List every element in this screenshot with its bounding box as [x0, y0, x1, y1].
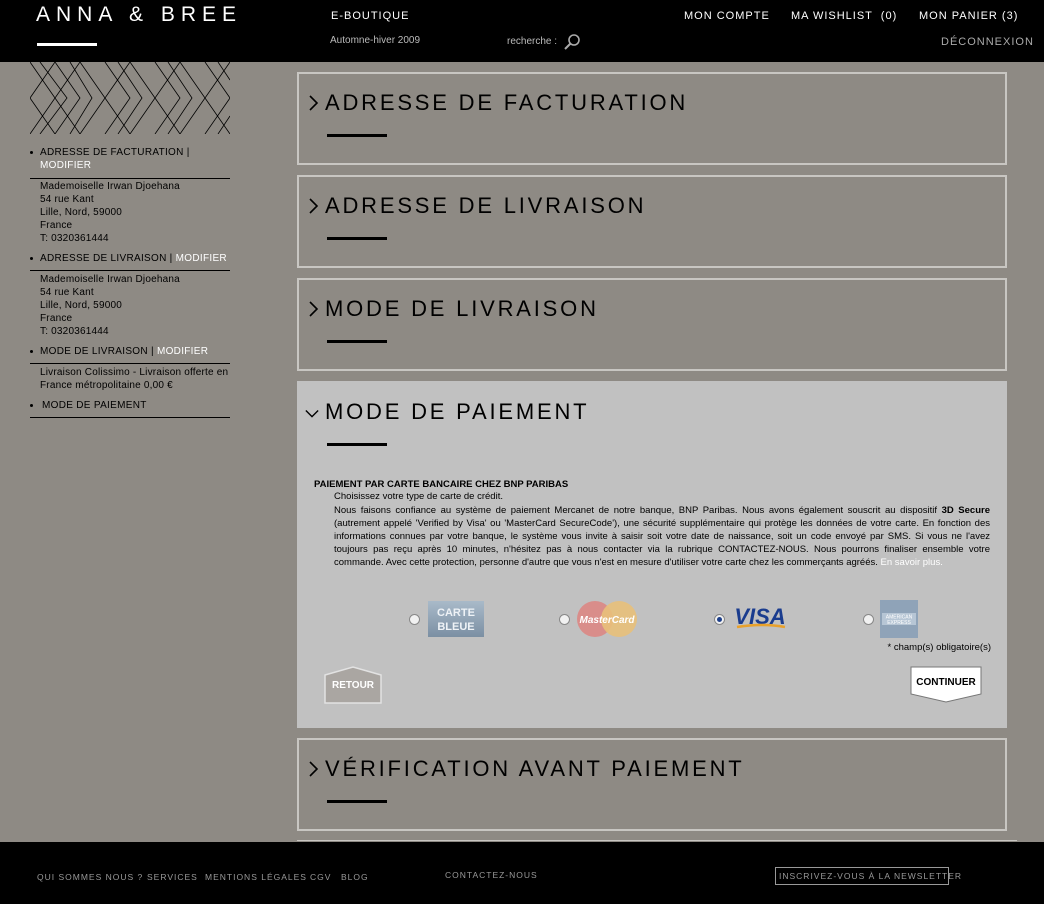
section-payment-title: MODE DE PAIEMENT — [325, 399, 590, 424]
address-line: Lille, Nord, 59000 — [40, 300, 122, 311]
divider — [297, 840, 1017, 841]
payment-text-part: (autrement appelé 'Verified by Visa' ou 'MasterCard SecureCode'), une sécurité supplémentaire qui protège les données de votre carte. En fonction des informations connues par votre banque, le système vous invite à saisir soit votre date de naissance, soit un code envoyé par SMS. Si vous ne l'avez toujours pas reçu après 10 minutes, n'hésitez pas à nous contacter via la rubrique CONTACTEZ-NOUS. Nous pourrons finaliser ensemble votre commande. Avec cette protection, personne d'autre que vous n'est en mesure d'utiliser votre carte chez les commerçants agréés. — [334, 518, 990, 568]
learn-more-link[interactable]: En savoir plus. — [880, 557, 943, 568]
sidebar-delivery-heading — [30, 345, 230, 358]
footer-link-about[interactable]: QUI SOMMES NOUS ? — [37, 872, 144, 882]
chevron-right-icon — [307, 95, 321, 111]
chevron-right-icon — [307, 198, 321, 214]
sidebar-payment-heading — [30, 399, 230, 412]
radio-visa[interactable] — [714, 614, 725, 625]
sidebar-billing-address — [40, 180, 180, 245]
address-line: France — [40, 220, 73, 231]
divider — [30, 363, 230, 364]
footer-link-cgv[interactable]: CGV — [310, 872, 332, 882]
mastercard-logo[interactable] — [575, 600, 639, 638]
footer-link-services[interactable]: SERVICES — [147, 872, 198, 882]
amex-text: AMERICAN — [885, 614, 913, 621]
bullet-dot — [30, 151, 33, 154]
payment-text-bold: 3D Secure — [941, 505, 990, 516]
mastercard-text: MasterCard — [579, 615, 635, 626]
title-underline — [327, 237, 387, 240]
carte-bleue-text: CARTE — [437, 607, 475, 619]
section-shipping-title: ADRESSE DE LIVRAISON — [325, 193, 647, 218]
delivery-line: France métropolitaine 0,00 € — [40, 380, 173, 391]
footer-link-contact[interactable]: CONTACTEZ-NOUS — [445, 870, 538, 880]
divider — [30, 270, 230, 271]
back-button-label: RETOUR — [331, 680, 375, 691]
chevron-right-icon — [307, 761, 321, 777]
address-line: 54 rue Kant — [40, 287, 94, 298]
title-underline — [327, 443, 387, 446]
sidebar-shipping-address — [40, 273, 180, 338]
payment-heading: PAIEMENT PAR CARTE BANCAIRE CHEZ BNP PARIBAS — [314, 479, 569, 490]
logo-underline — [37, 43, 97, 46]
chevron-right-icon — [307, 301, 321, 317]
site-footer — [0, 842, 1044, 904]
season-label[interactable]: Automne-hiver 2009 — [330, 35, 421, 46]
address-line: T: 0320361444 — [40, 233, 109, 244]
divider — [30, 417, 230, 418]
bullet-dot — [30, 257, 33, 260]
title-underline — [327, 134, 387, 137]
site-header — [0, 0, 1044, 62]
nav-eboutique[interactable]: E-BOUTIQUE — [331, 10, 410, 22]
section-delivery-title: MODE DE LIVRAISON — [325, 296, 599, 321]
footer-link-legal[interactable]: MENTIONS LÉGALES — [205, 872, 307, 882]
sidebar-delivery-title: MODE DE LIVRAISON | — [40, 346, 154, 357]
sidebar-delivery-modify-link[interactable]: MODIFIER — [156, 346, 209, 357]
newsletter-signup-button[interactable]: INSCRIVEZ-VOUS À LA NEWSLETTER — [775, 867, 949, 885]
address-line: 54 rue Kant — [40, 194, 94, 205]
required-fields-note: * champ(s) obligatoire(s) — [887, 642, 991, 653]
address-line: T: 0320361444 — [40, 326, 109, 337]
visa-text: VISA — [734, 604, 786, 629]
carte-bleue-text: BLEUE — [437, 621, 475, 633]
search-icon[interactable] — [563, 33, 581, 51]
sidebar-delivery-info — [40, 366, 228, 392]
payment-description — [334, 504, 990, 569]
sidebar-billing-modify-link[interactable]: MODIFIER — [40, 160, 92, 171]
address-line: Lille, Nord, 59000 — [40, 207, 122, 218]
amex-logo[interactable] — [880, 600, 918, 638]
section-verification[interactable] — [297, 738, 1007, 831]
radio-amex[interactable] — [863, 614, 874, 625]
section-verification-title: VÉRIFICATION AVANT PAIEMENT — [325, 756, 745, 781]
sidebar-shipping-title: ADRESSE DE LIVRAISON | — [40, 253, 173, 264]
my-account-link[interactable]: MON COMPTE — [684, 10, 770, 22]
site-logo[interactable]: ANNA & BREE — [36, 3, 243, 26]
address-line: France — [40, 313, 73, 324]
radio-mastercard[interactable] — [559, 614, 570, 625]
payment-instruction: Choisissez votre type de carte de crédit. — [334, 491, 503, 502]
chevron-down-icon[interactable] — [305, 406, 319, 422]
decorative-pattern — [30, 62, 230, 134]
bullet-dot — [30, 404, 33, 407]
section-delivery[interactable] — [297, 278, 1007, 371]
address-line: Mademoiselle Irwan Djoehana — [40, 181, 180, 192]
sidebar-payment-title: MODE DE PAIEMENT — [42, 400, 147, 411]
divider — [30, 178, 230, 179]
bullet-dot — [30, 350, 33, 353]
radio-carte-bleue[interactable] — [409, 614, 420, 625]
title-underline — [327, 800, 387, 803]
cart-link[interactable]: MON PANIER (3) — [919, 10, 1019, 22]
carte-bleue-logo[interactable] — [428, 601, 484, 637]
continue-button[interactable] — [910, 666, 982, 704]
logout-link[interactable]: DÉCONNEXION — [941, 36, 1034, 48]
section-billing[interactable] — [297, 72, 1007, 165]
title-underline — [327, 340, 387, 343]
sidebar-billing-title: ADRESSE DE FACTURATION | — [40, 147, 190, 158]
payment-text-part: Nous faisons confiance au système de paiement Mercanet de notre banque, BNP Paribas. Nous avons également souscrit au dispositif — [334, 505, 942, 516]
footer-link-blog[interactable]: BLOG — [341, 872, 369, 882]
sidebar-shipping-modify-link[interactable]: MODIFIER — [175, 253, 227, 264]
address-line: Mademoiselle Irwan Djoehana — [40, 274, 180, 285]
sidebar-shipping-heading — [30, 252, 230, 265]
section-billing-title: ADRESSE DE FACTURATION — [325, 90, 689, 115]
continue-button-label: CONTINUER — [916, 677, 976, 688]
amex-text: EXPRESS — [887, 620, 911, 626]
back-button[interactable] — [323, 665, 383, 705]
sidebar-billing-heading — [30, 146, 230, 172]
wishlist-link[interactable]: MA WISHLIST (0) — [791, 10, 898, 22]
visa-logo[interactable] — [733, 603, 789, 635]
section-shipping[interactable] — [297, 175, 1007, 268]
delivery-line: Livraison Colissimo - Livraison offerte en — [40, 367, 229, 378]
search-label: recherche : — [507, 36, 558, 47]
section-payment — [297, 381, 1007, 728]
